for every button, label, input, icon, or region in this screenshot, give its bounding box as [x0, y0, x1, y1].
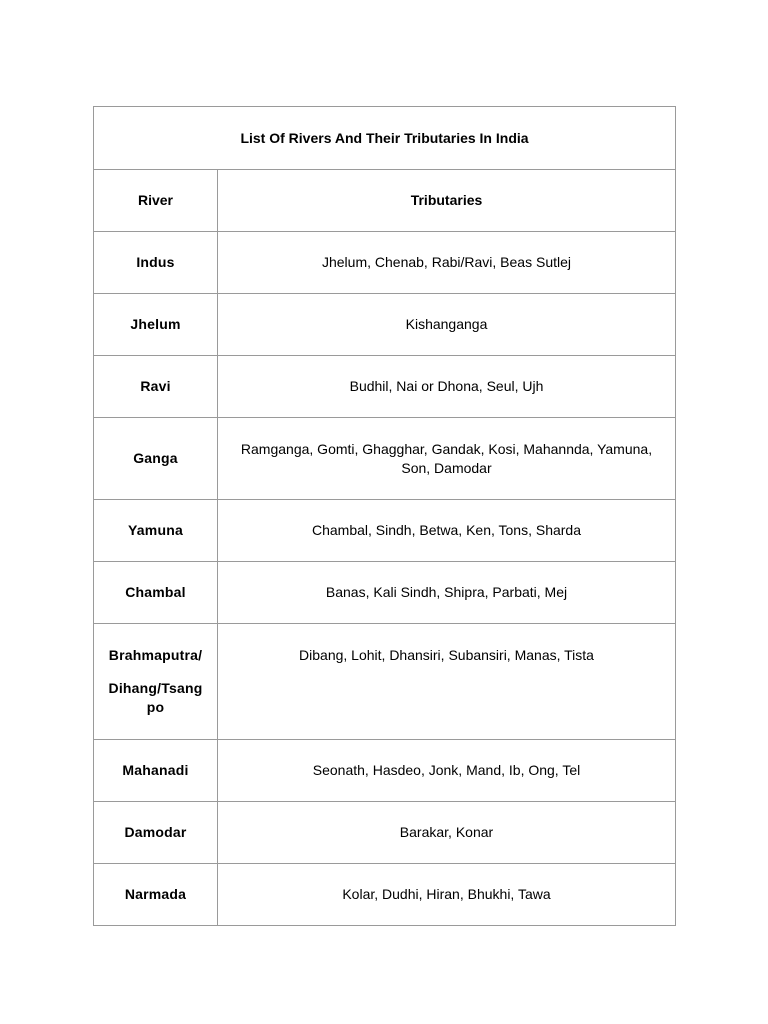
river-name [94, 624, 218, 740]
river-name: Yamuna [94, 500, 218, 562]
table-row [94, 500, 676, 562]
tributaries-list: Seonath, Hasdeo, Jonk, Mand, Ib, Ong, Tel [218, 740, 676, 802]
tributaries-list: Dibang, Lohit, Dhansiri, Subansiri, Manas, Tista [218, 624, 676, 740]
river-name: Indus [94, 232, 218, 294]
table-row [94, 232, 676, 294]
table-row [94, 802, 676, 864]
river-name: Jhelum [94, 294, 218, 356]
table-row [94, 562, 676, 624]
tributaries-list: Kishanganga [218, 294, 676, 356]
table-row [94, 624, 676, 740]
table-row [94, 356, 676, 418]
river-name: Narmada [94, 864, 218, 926]
river-name-line-2: Dihang/Tsang po [108, 680, 203, 715]
table-row [94, 740, 676, 802]
table-row [94, 294, 676, 356]
river-name: Mahanadi [94, 740, 218, 802]
table-row [94, 418, 676, 500]
tributaries-list: Jhelum, Chenab, Rabi/Ravi, Beas Sutlej [218, 232, 676, 294]
river-name-line-1: Brahmaputra/ [108, 647, 203, 663]
table-row [94, 864, 676, 926]
river-name: Damodar [94, 802, 218, 864]
table-header-row [94, 170, 676, 232]
tributaries-list: Ramganga, Gomti, Ghagghar, Gandak, Kosi, Mahannda, Yamuna, Son, Damodar [218, 418, 676, 500]
river-name: Ravi [94, 356, 218, 418]
header-tributaries: Tributaries [218, 170, 676, 232]
river-name: Chambal [94, 562, 218, 624]
tributaries-list: Banas, Kali Sindh, Shipra, Parbati, Mej [218, 562, 676, 624]
tributaries-list: Budhil, Nai or Dhona, Seul, Ujh [218, 356, 676, 418]
tributaries-list: Chambal, Sindh, Betwa, Ken, Tons, Sharda [218, 500, 676, 562]
header-river: River [94, 170, 218, 232]
river-name: Ganga [94, 418, 218, 500]
table-title-row [94, 107, 676, 170]
rivers-table [93, 106, 676, 926]
tributaries-list: Barakar, Konar [218, 802, 676, 864]
tributaries-list: Kolar, Dudhi, Hiran, Bhukhi, Tawa [218, 864, 676, 926]
table-title: List Of Rivers And Their Tributaries In India [94, 107, 676, 170]
